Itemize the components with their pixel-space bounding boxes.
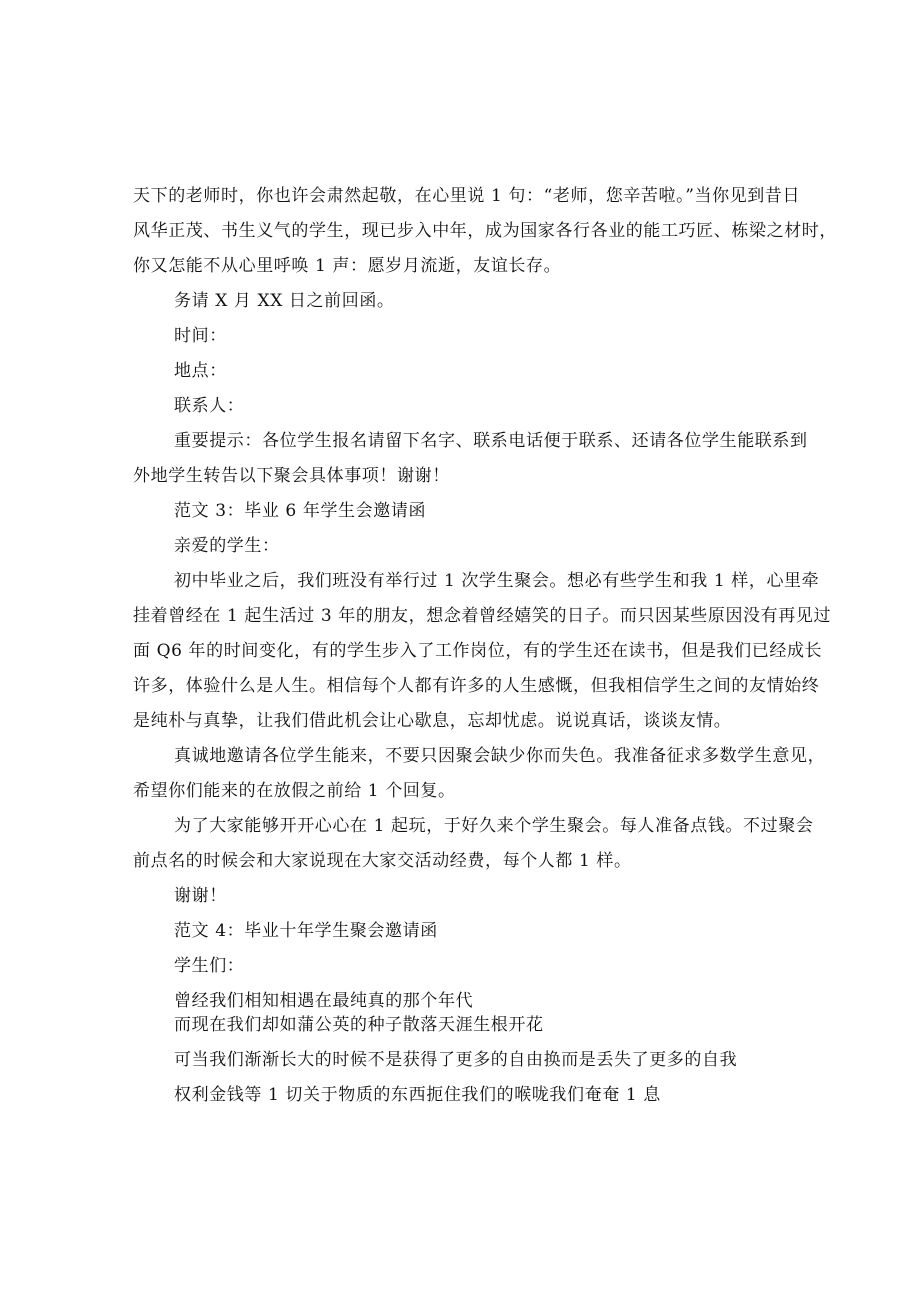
- poem-line: 而现在我们却如蒲公英的种子散落天涯生根开花: [174, 1015, 544, 1035]
- salutation: 学生们：: [174, 956, 245, 976]
- paragraph-line: 为了大家能够开开心心在 1 起玩，于好久来个学生聚会。每人准备点钱。不过聚会: [174, 816, 814, 836]
- poem-line: 曾经我们相知相遇在最纯真的那个年代: [174, 991, 474, 1011]
- paragraph-line: 天下的老师时，你也许会肃然起敬，在心里说 1 句：“老师，您辛苦啦。”当你见到昔日: [133, 186, 801, 206]
- paragraph-line: 风华正茂、书生义气的学生，现已步入中年，成为国家各行各业的能工巧匠、栋梁之材时，: [133, 221, 837, 241]
- paragraph-line: 希望你们能来的在放假之前给 1 个回复。: [133, 781, 456, 801]
- section-heading: 范文 4：毕业十年学生聚会邀请函: [174, 921, 438, 941]
- location-label: 地点：: [174, 361, 227, 381]
- paragraph-line: 许多，体验什么是人生。相信每个人都有许多的人生感慨，但我相信学生之间的友情始终: [133, 676, 820, 696]
- paragraph-line: 真诚地邀请各位学生能来，不要只因聚会缺少你而失色。我准备征求多数学生意见，: [174, 746, 826, 766]
- salutation: 亲爱的学生：: [174, 536, 280, 556]
- paragraph-line: 前点名的时候会和大家说现在大家交活动经费，每个人都 1 样。: [133, 851, 632, 871]
- paragraph-line: 务请 X 月 XX 日之前回函。: [174, 291, 395, 311]
- paragraph-line: 是纯朴与真挚，让我们借此机会让心歇息，忘却忧虑。说说真话，谈谈友情。: [133, 711, 732, 731]
- section-heading: 范文 3：毕业 6 年学生会邀请函: [174, 501, 427, 521]
- paragraph-line: 挂着曾经在 1 起生活过 3 年的朋友，想念着曾经嬉笑的日子。而只因某些原因没有再见过: [133, 606, 832, 626]
- paragraph-line: 重要提示：各位学生报名请留下名字、联系电话便于联系、还请各位学生能联系到: [174, 431, 808, 451]
- time-label: 时间：: [174, 326, 227, 346]
- paragraph-line: 外地学生转告以下聚会具体事项！谢谢！: [133, 466, 450, 486]
- paragraph-line: 初中毕业之后，我们班没有举行过 1 次学生聚会。想必有些学生和我 1 样，心里牵: [174, 571, 820, 591]
- paragraph-line: 面 Q6 年的时间变化，有的学生步入了工作岗位，有的学生还在读书，但是我们已经成长: [133, 641, 823, 661]
- poem-line: 权利金钱等 1 切关于物质的东西扼住我们的喉咙我们奄奄 1 息: [174, 1085, 661, 1105]
- contact-label: 联系人：: [174, 396, 245, 416]
- poem-line: 可当我们渐渐长大的时候不是获得了更多的自由换而是丢失了更多的自我: [174, 1050, 738, 1070]
- closing-line: 谢谢！: [174, 886, 227, 906]
- paragraph-line: 你又怎能不从心里呼唤 1 声：愿岁月流逝，友谊长存。: [133, 256, 562, 276]
